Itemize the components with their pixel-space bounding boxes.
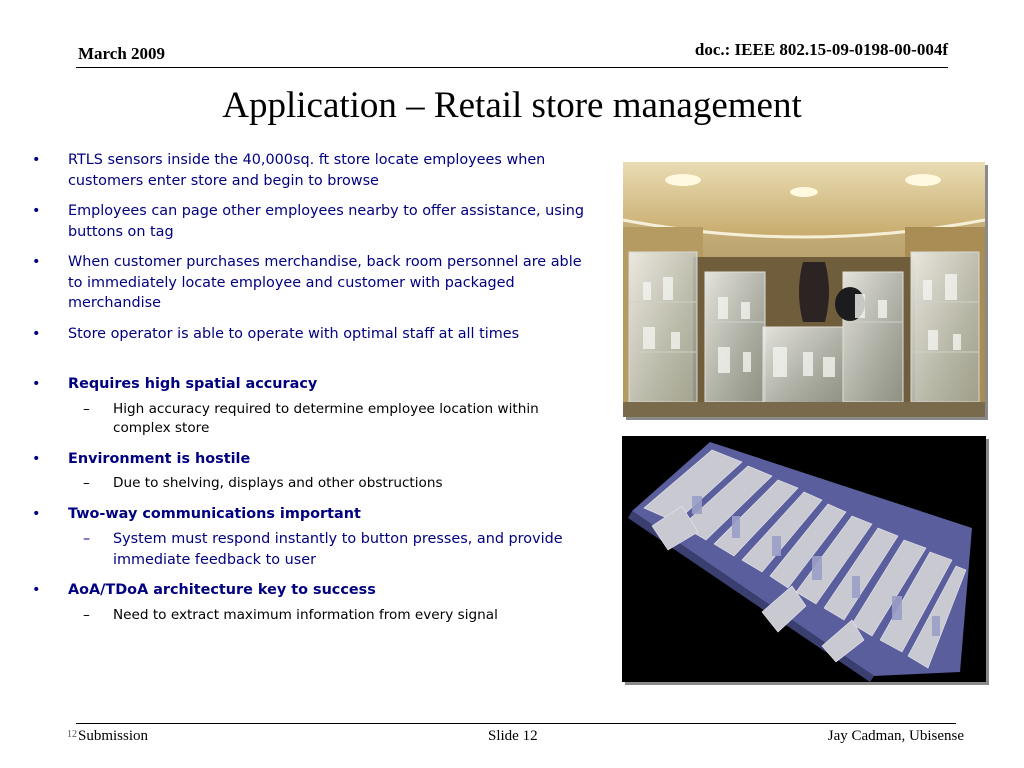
bullet-marker: • — [32, 152, 41, 168]
sub-bullet-marker: – — [83, 606, 90, 623]
bullet-heading: AoA/TDoA architecture key to success — [68, 582, 376, 598]
bullet-text: When customer purchases merchandise, back room personnel are able to immediately locate employee and customer with packaged merchandise — [68, 254, 582, 311]
bullet-marker: • — [32, 325, 41, 342]
slide-title: Application – Retail store management — [222, 85, 802, 126]
footer-author: Jay Cadman, Ubisense — [827, 728, 964, 744]
sub-bullet-text: System must respond instantly to button presses, and provide immediate feedback to user — [113, 531, 563, 568]
bullet-marker: • — [32, 254, 41, 270]
bullet-item — [28, 449, 598, 470]
bullet-marker: • — [32, 505, 41, 522]
sub-bullet-marker: – — [83, 475, 90, 491]
bullet-text: Store operator is able to operate with optimal staff at all times — [68, 325, 520, 342]
sub-bullet-item — [28, 606, 598, 626]
footer-divider — [76, 723, 956, 724]
bullet-heading: Two-way communications important — [68, 505, 361, 522]
store-interior-photo — [623, 162, 985, 417]
bullet-heading: Requires high spatial accuracy — [68, 376, 318, 392]
sub-bullet-text: High accuracy required to determine employee location within complex store — [113, 400, 539, 436]
bullet-item — [28, 252, 598, 314]
store-3d-model-image — [622, 436, 986, 682]
header-doc-id: doc.: IEEE 802.15-09-0198-00-004f — [694, 40, 948, 59]
bullet-marker: • — [32, 376, 41, 392]
sub-bullet-marker: – — [83, 400, 90, 417]
header-date: March 2009 — [78, 44, 166, 63]
bullet-marker: • — [32, 203, 41, 219]
footer-slide-number: Slide 12 — [488, 728, 538, 744]
sub-bullet-marker: – — [83, 531, 91, 547]
bullet-item — [28, 504, 598, 525]
footer-slide-number-small: 12 — [67, 729, 77, 740]
bullet-list — [28, 150, 598, 635]
footer-left: Submission — [78, 728, 149, 744]
bullet-heading: Environment is hostile — [68, 450, 251, 467]
sub-bullet-text: Need to extract maximum information from every signal — [113, 606, 498, 623]
bullet-text: Employees can page other employees nearby to offer assistance, using buttons on tag — [68, 203, 584, 240]
sub-bullet-item — [28, 400, 598, 439]
bullet-marker: • — [32, 450, 41, 467]
bullet-item — [28, 324, 598, 345]
bullet-marker: • — [32, 582, 41, 598]
bullet-item — [28, 374, 598, 395]
sub-bullet-item — [28, 474, 598, 494]
bullet-item — [28, 580, 598, 601]
header-divider — [76, 67, 948, 68]
sub-bullet-text: Due to shelving, displays and other obstructions — [113, 475, 443, 491]
bullet-item — [28, 150, 598, 191]
bullet-item — [28, 201, 598, 242]
sub-bullet-item — [28, 529, 598, 570]
bullet-text: RTLS sensors inside the 40,000sq. ft store locate employees when customers enter store and begin to browse — [68, 152, 546, 189]
